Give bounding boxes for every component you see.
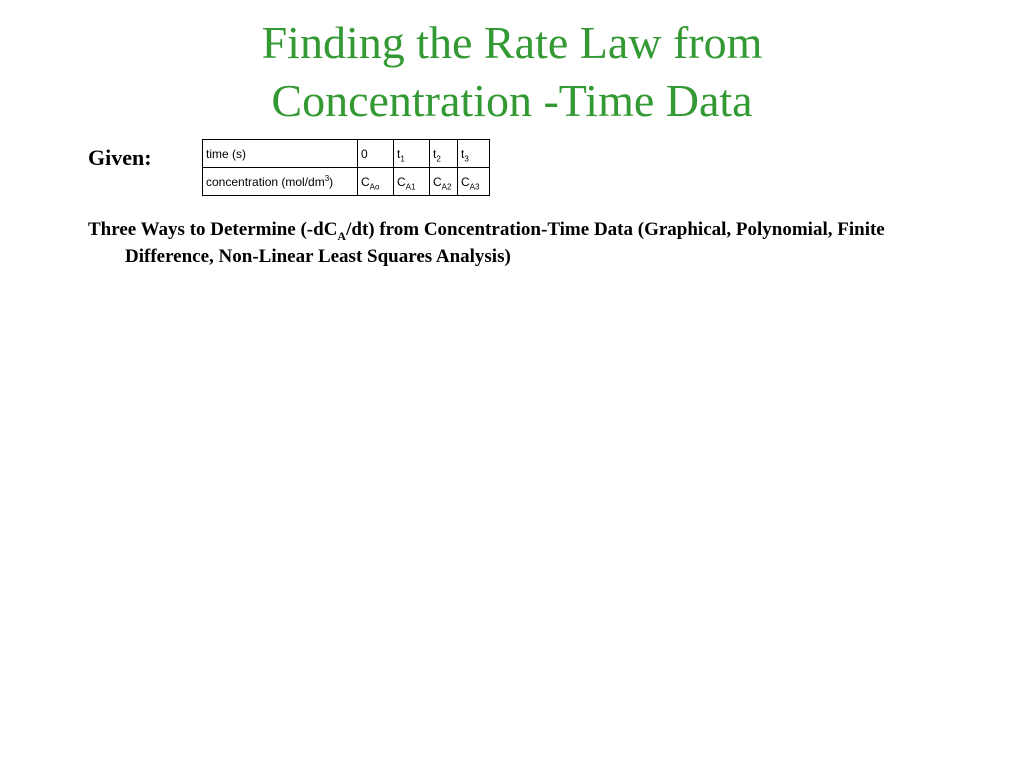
data-table xyxy=(202,139,490,196)
time-cell-3: $t_3$ xyxy=(458,140,490,168)
concentration-label-cell: concentration $(mol/dm^3)$ xyxy=(203,168,358,196)
time-cell-0: 0 xyxy=(358,140,394,168)
title-line-1: Finding the Rate Law from xyxy=(261,17,763,68)
time-label-cell: time (s) xyxy=(203,140,358,168)
time-cell-2: $t_2$ xyxy=(430,140,458,168)
conc-cell-0: $C_{Ao}$ xyxy=(358,168,394,196)
table-row-concentration xyxy=(203,168,490,196)
slide-title xyxy=(0,14,1024,130)
time-cell-1: $t_1$ xyxy=(394,140,430,168)
conc-cell-2: $C_{A2}$ xyxy=(430,168,458,196)
conc-cell-1: $C_{A1}$ xyxy=(394,168,430,196)
table-row-time xyxy=(203,140,490,168)
title-line-2: Concentration -Time Data xyxy=(271,75,753,126)
given-label: Given: xyxy=(88,145,152,170)
conc-cell-3: $C_{A3}$ xyxy=(458,168,490,196)
methods-paragraph: Three Ways to Determine $(-dC_A/dt)$ from Concentration-Time Data (Graphical, Polynomial, Finite Difference, Non-Linear Least Squares Analysis) xyxy=(88,219,885,267)
